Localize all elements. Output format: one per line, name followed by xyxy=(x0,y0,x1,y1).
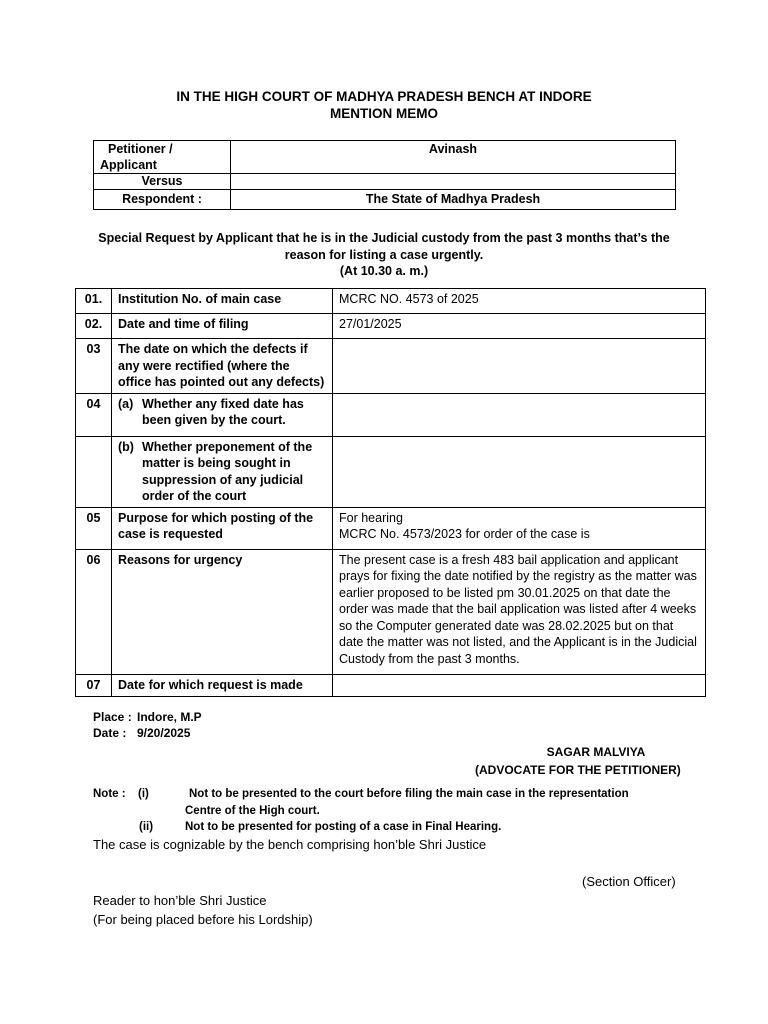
respondent-value: The State of Madhya Pradesh xyxy=(231,190,676,210)
note-i-number: (i) xyxy=(138,788,149,800)
versus-value xyxy=(231,174,676,190)
respondent-label: Respondent : xyxy=(94,190,231,210)
request-time: (At 10.30 a. m.) xyxy=(339,264,429,278)
table-row: 04 (a) Whether any fixed date has been given by the court. xyxy=(76,393,706,436)
place-label: Place : xyxy=(93,710,132,724)
table-row: 07 Date for which request is made xyxy=(76,674,706,696)
table-row: 06 Reasons for urgency The present case is a fresh 483 bail application and applicant prays for fixing the date notified by the registry as the matter was earlier proposed to be listed pm 30.01.2025 on that date the order was made that the bail application was listed after 4 weeks so the Computer generated date was 28.02.2025 but on that date the matter was not listed, and the Applicant is in the Judicial Custody from the past 3 months. xyxy=(76,549,706,674)
table-row: 01. Institution No. of main case MCRC NO. 4573 of 2025 xyxy=(76,289,706,314)
parties-table xyxy=(93,140,676,210)
section-officer: (Section Officer) xyxy=(582,874,676,889)
table-row: 02. Date and time of filing 27/01/2025 xyxy=(76,314,706,339)
request-line-2: reason for listing a case urgently. xyxy=(284,247,484,262)
date-label: Date : xyxy=(93,726,127,740)
place-value: Indore, M.P xyxy=(137,710,202,724)
note-i-text-cont: Centre of the High court. xyxy=(185,804,320,817)
cognizable-text: The case is cognizable by the bench comprising hon’ble Shri Justice xyxy=(93,837,487,852)
date-value: 9/20/2025 xyxy=(137,726,191,740)
petitioner-value: Avinash xyxy=(231,141,676,174)
placed-text: (For being placed before his Lordship) xyxy=(93,912,313,927)
request-line-1: Special Request by Applicant that he is in the Judicial custody from the past 3 months that’s the xyxy=(98,231,670,245)
signatory-role: (ADVOCATE FOR THE PETITIONER) xyxy=(475,763,681,777)
table-row: (b) Whether preponement of the matter is being sought in suppression of any judicial order of the court xyxy=(76,436,706,507)
signatory-name: SAGAR MALVIYA xyxy=(546,745,646,759)
reader-text: Reader to hon’ble Shri Justice xyxy=(93,893,267,908)
note-label: Note : xyxy=(93,788,126,800)
details-table xyxy=(75,288,706,697)
note-ii-number: (ii) xyxy=(139,821,154,833)
memo-title: MENTION MEMO xyxy=(330,106,438,121)
versus-label: Versus xyxy=(94,174,231,190)
table-row: 05 Purpose for which posting of the case is requested For hearing MCRC No. 4573/2023 for order of the case is xyxy=(76,507,706,549)
note-ii-text: Not to be presented for posting of a case in Final Hearing. xyxy=(185,821,502,833)
table-row: 03 The date on which the defects if any were rectified (where the office has pointed out any defects) xyxy=(76,339,706,394)
note-i-text: Not to be presented to the court before filing the main case in the representation xyxy=(189,788,629,800)
court-title: IN THE HIGH COURT OF MADHYA PRADESH BENCH AT INDORE xyxy=(176,89,592,104)
petitioner-label: Petitioner / Applicant xyxy=(94,141,231,174)
